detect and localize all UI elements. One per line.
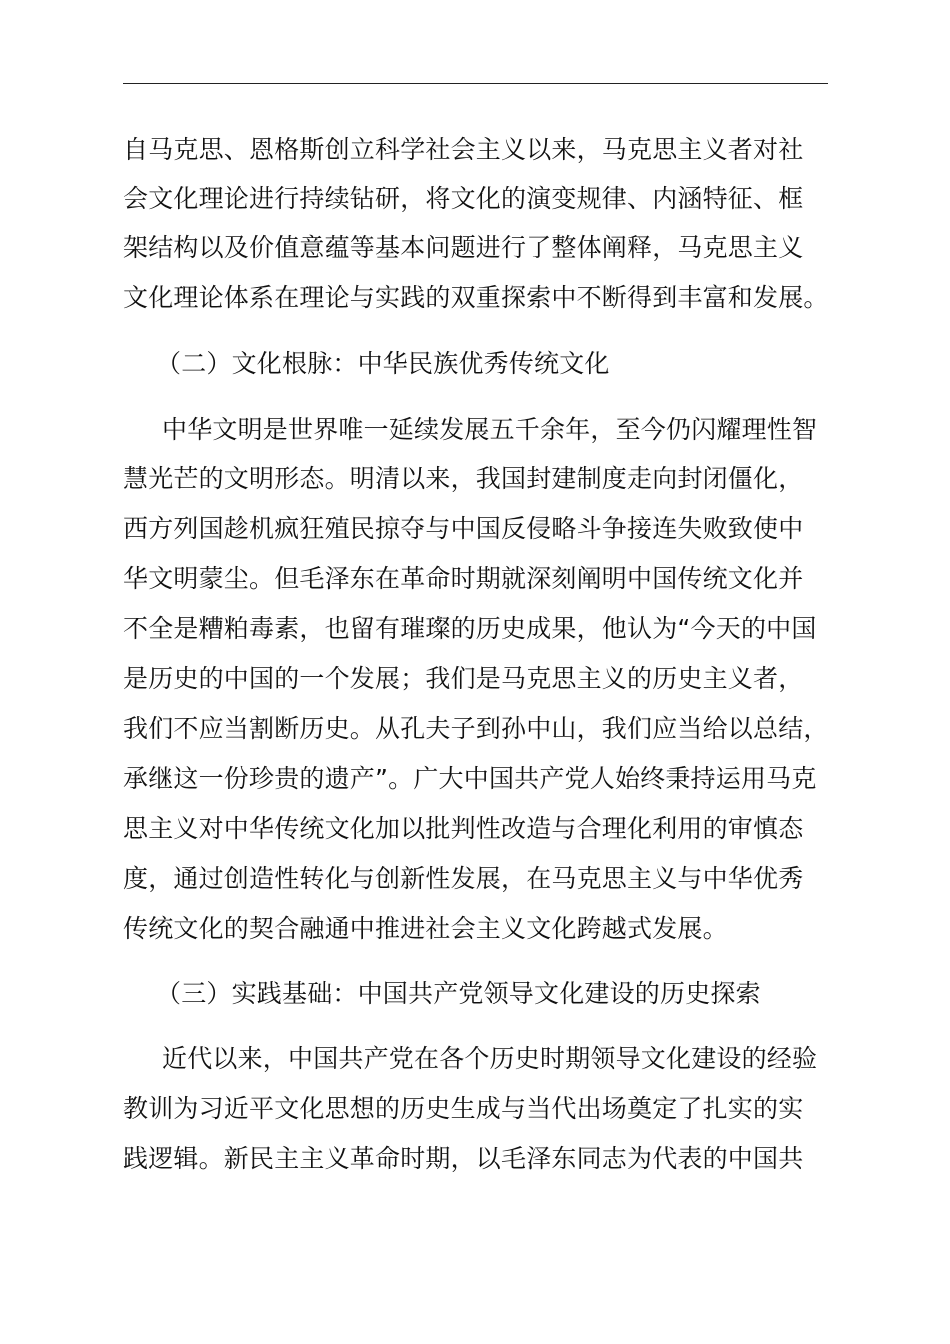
- text-line: 架结构以及价值意蕴等基本问题进行了整体阐释，马克思主义: [123, 233, 804, 262]
- text-line: 践逻辑。新民主主义革命时期，以毛泽东同志为代表的中国共: [123, 1144, 804, 1173]
- text-line: 教训为习近平文化思想的历史生成与当代出场奠定了扎实的实: [123, 1094, 804, 1123]
- text-line: 西方列国趁机疯狂殖民掠夺与中国反侵略斗争接连失败致使中: [123, 514, 804, 543]
- text-line: 传统文化的契合融通中推进社会主义文化跨越式发展。: [123, 914, 728, 943]
- text-line: 度，通过创造性转化与创新性发展，在马克思主义与中华优秀: [123, 864, 804, 893]
- section-heading: （二）文化根脉：中华民族优秀传统文化: [156, 349, 610, 378]
- text-line: 思主义对中华传统文化加以批判性改造与合理化利用的审慎态: [123, 814, 804, 843]
- section-heading: （三）实践基础：中国共产党领导文化建设的历史探索: [156, 979, 761, 1008]
- text-line: 承继这一份珍贵的遗产”。广大中国共产党人始终秉持运用马克: [123, 764, 817, 793]
- text-line: 不全是糟粕毒素，也留有璀璨的历史成果，他认为“今天的中国: [123, 614, 817, 643]
- text-line: 中华文明是世界唯一延续发展五千余年，至今仍闪耀理性智: [162, 415, 818, 444]
- text-line: 会文化理论进行持续钻研，将文化的演变规律、内涵特征、框: [123, 184, 804, 213]
- text-line: 慧光芒的文明形态。明清以来，我国封建制度走向封闭僵化，: [123, 464, 804, 493]
- text-line: 文化理论体系在理论与实践的双重探索中不断得到丰富和发展。: [123, 283, 829, 312]
- text-line: 华文明蒙尘。但毛泽东在革命时期就深刻阐明中国传统文化并: [123, 564, 804, 593]
- text-line: 近代以来，中国共产党在各个历史时期领导文化建设的经验: [162, 1044, 818, 1073]
- text-line: 我们不应当割断历史。从孔夫子到孙中山，我们应当给以总结，: [123, 714, 829, 743]
- text-line: 是历史的中国的一个发展；我们是马克思主义的历史主义者，: [123, 664, 804, 693]
- header-rule: [123, 83, 828, 84]
- text-line: 自马克思、恩格斯创立科学社会主义以来，马克思主义者对社: [123, 135, 804, 164]
